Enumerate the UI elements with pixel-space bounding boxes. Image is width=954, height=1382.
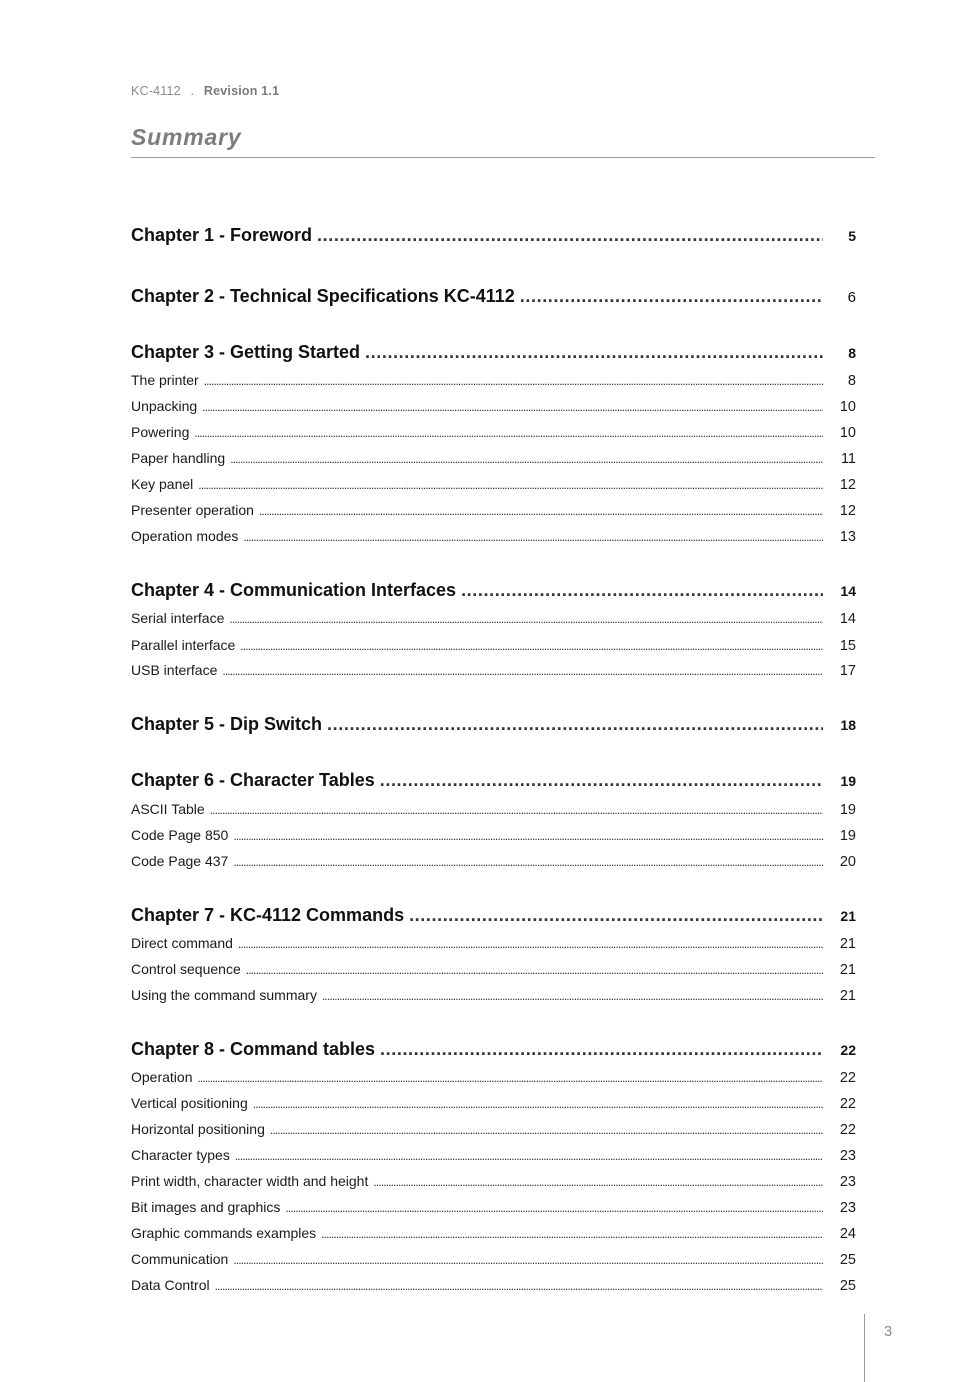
toc-section[interactable] [131, 610, 856, 627]
toc-entry-title: Chapter 5 - Dip Switch [131, 714, 323, 734]
toc-entry-page: 10 [839, 425, 856, 441]
toc-section[interactable] [131, 476, 856, 493]
dot-leader [194, 426, 823, 440]
dot-leader [380, 770, 823, 791]
toc-entry-page: 23 [839, 1148, 856, 1164]
dot-leader [409, 905, 823, 926]
page-number: 3 [883, 1323, 893, 1340]
toc-entry-page: 21 [839, 962, 856, 978]
toc-entry-page: 8 [847, 373, 856, 389]
dot-leader [229, 612, 823, 626]
toc-entry-page: 20 [839, 854, 856, 870]
header-model: KC-4112 [131, 84, 181, 98]
dot-leader [240, 639, 823, 653]
toc-section[interactable] [131, 1199, 856, 1216]
dot-leader [327, 714, 823, 735]
toc-entry-title: Operation [131, 1069, 193, 1085]
toc-entry-title: Bit images and graphics [131, 1199, 281, 1215]
toc-section[interactable] [131, 637, 856, 654]
dot-leader [321, 1227, 823, 1241]
dot-leader [243, 530, 823, 544]
toc-entry-title: Control sequence [131, 961, 241, 977]
toc-section[interactable] [131, 827, 856, 844]
toc-entry-title: Graphic commands examples [131, 1225, 317, 1241]
toc-entry-page: 17 [839, 663, 856, 679]
toc-entry-page: 14 [840, 583, 856, 599]
toc-entry-page: 5 [848, 228, 856, 244]
toc-entry-page: 22 [839, 1122, 856, 1138]
dot-leader [235, 1149, 823, 1163]
toc-chapter-5[interactable] [131, 714, 856, 735]
toc-entry-title: Chapter 1 - Foreword [131, 225, 313, 245]
toc-section[interactable] [131, 528, 856, 545]
toc-section[interactable] [131, 662, 856, 679]
title-divider [131, 157, 875, 158]
dot-leader [285, 1201, 823, 1215]
toc-section[interactable] [131, 424, 856, 441]
toc-entry-page: 25 [839, 1278, 856, 1294]
toc-section[interactable] [131, 372, 856, 389]
dot-leader [233, 855, 823, 869]
dot-leader [198, 478, 823, 492]
toc-entry-page: 23 [839, 1174, 856, 1190]
dot-leader [246, 963, 823, 977]
toc-entry-page: 21 [839, 936, 856, 952]
toc-chapter-3[interactable] [131, 342, 856, 363]
dot-leader [222, 664, 823, 678]
toc-entry-title: Serial interface [131, 610, 225, 626]
toc-entry-title: Unpacking [131, 398, 198, 414]
toc-chapter-1[interactable] [131, 225, 856, 246]
toc-entry-title: Chapter 3 - Getting Started [131, 342, 361, 362]
toc-entry-page: 13 [839, 529, 856, 545]
dot-leader [215, 1279, 823, 1293]
toc-section[interactable] [131, 1173, 856, 1190]
toc-entry-title: Chapter 8 - Command tables [131, 1039, 376, 1059]
toc-entry-page: 22 [839, 1096, 856, 1112]
toc-entry-page: 14 [839, 611, 856, 627]
header-revision: Revision 1.1 [203, 84, 280, 98]
toc-chapter-2[interactable] [131, 286, 856, 307]
toc-section[interactable] [131, 1251, 856, 1268]
toc-section[interactable] [131, 961, 856, 978]
toc-chapter-7[interactable] [131, 905, 856, 926]
dot-leader [197, 1071, 823, 1085]
dot-leader [259, 504, 823, 518]
dot-leader [380, 1039, 823, 1060]
running-header [131, 84, 279, 98]
toc-entry-title: Horizontal positioning [131, 1121, 265, 1137]
toc-section[interactable] [131, 502, 856, 519]
toc-entry-page: 23 [839, 1200, 856, 1216]
toc-entry-title: Parallel interface [131, 637, 236, 653]
dot-leader [210, 803, 823, 817]
toc-entry-page: 18 [840, 717, 856, 733]
toc-entry-title: Using the command summary [131, 987, 317, 1003]
toc-entry-title: Chapter 2 - Technical Specifications KC-4112 [131, 286, 515, 306]
toc-section[interactable] [131, 1069, 856, 1086]
toc-entry-title: Powering [131, 424, 190, 440]
toc-entry-page: 8 [848, 345, 856, 361]
toc-section[interactable] [131, 398, 856, 415]
toc-section[interactable] [131, 1277, 856, 1294]
toc-entry-page: 22 [839, 1070, 856, 1086]
toc-section[interactable] [131, 450, 856, 467]
page-title: Summary [131, 124, 242, 150]
toc-entry-title: The printer [131, 372, 199, 388]
toc-entry-title: Data Control [131, 1277, 210, 1293]
toc-entry-title: Chapter 7 - KC-4112 Commands [131, 905, 405, 925]
toc-chapter-4[interactable] [131, 580, 856, 601]
toc-entry-page: 15 [839, 638, 856, 654]
toc-section[interactable] [131, 853, 856, 870]
toc-entry-page: 19 [839, 802, 856, 818]
dot-leader [373, 1175, 823, 1189]
dot-leader [238, 937, 823, 951]
toc-entry-title: Communication [131, 1251, 229, 1267]
toc-entry-title: Print width, character width and height [131, 1173, 369, 1189]
toc-chapter-6[interactable] [131, 770, 856, 791]
toc-entry-page: 21 [840, 908, 856, 924]
toc-entry-page: 22 [840, 1042, 856, 1058]
toc-entry-title: Chapter 6 - Character Tables [131, 770, 375, 790]
toc-entry-page: 10 [839, 399, 856, 415]
toc-entry-page: 12 [839, 477, 856, 493]
toc-entry-page: 24 [839, 1226, 856, 1242]
dot-leader [317, 225, 823, 246]
toc-entry-title: Character types [131, 1147, 230, 1163]
toc-entry-title: Vertical positioning [131, 1095, 248, 1111]
dot-leader [461, 580, 823, 601]
toc-section[interactable] [131, 801, 856, 818]
toc-entry-title: Code Page 437 [131, 853, 229, 869]
dot-leader [233, 829, 823, 843]
dot-leader [270, 1123, 823, 1137]
dot-leader [520, 286, 823, 307]
toc-entry-page: 19 [840, 773, 856, 789]
toc-section[interactable] [131, 935, 856, 952]
dot-leader [253, 1097, 823, 1111]
toc-entry-page: 11 [840, 451, 856, 467]
toc-entry-title: Operation modes [131, 528, 239, 544]
dot-leader [322, 989, 823, 1003]
toc-section[interactable] [131, 987, 856, 1004]
toc-entry-title: ASCII Table [131, 801, 205, 817]
toc-chapter-8[interactable] [131, 1039, 856, 1060]
toc-section[interactable] [131, 1095, 856, 1112]
toc-section[interactable] [131, 1121, 856, 1138]
dot-leader [204, 374, 823, 388]
toc-entry-page: 25 [839, 1252, 856, 1268]
toc-entry-page: 19 [839, 828, 856, 844]
toc-entry-page: 21 [839, 988, 856, 1004]
toc-entry-title: Chapter 4 - Communication Interfaces [131, 580, 457, 600]
toc-entry-title: USB interface [131, 662, 218, 678]
toc-entry-title: Direct command [131, 935, 233, 951]
toc-section[interactable] [131, 1225, 856, 1242]
dot-leader [230, 452, 823, 466]
toc-entry-page: 6 [847, 289, 856, 306]
header-separator: . [190, 84, 195, 98]
dot-leader [365, 342, 823, 363]
toc-entry-page: 12 [839, 503, 856, 519]
toc-entry-title: Key panel [131, 476, 194, 492]
footer-divider [864, 1314, 865, 1382]
toc-entry-title: Presenter operation [131, 502, 254, 518]
toc-entry-title: Code Page 850 [131, 827, 229, 843]
toc-section[interactable] [131, 1147, 856, 1164]
dot-leader [233, 1253, 823, 1267]
toc-entry-title: Paper handling [131, 450, 226, 466]
dot-leader [202, 400, 823, 414]
